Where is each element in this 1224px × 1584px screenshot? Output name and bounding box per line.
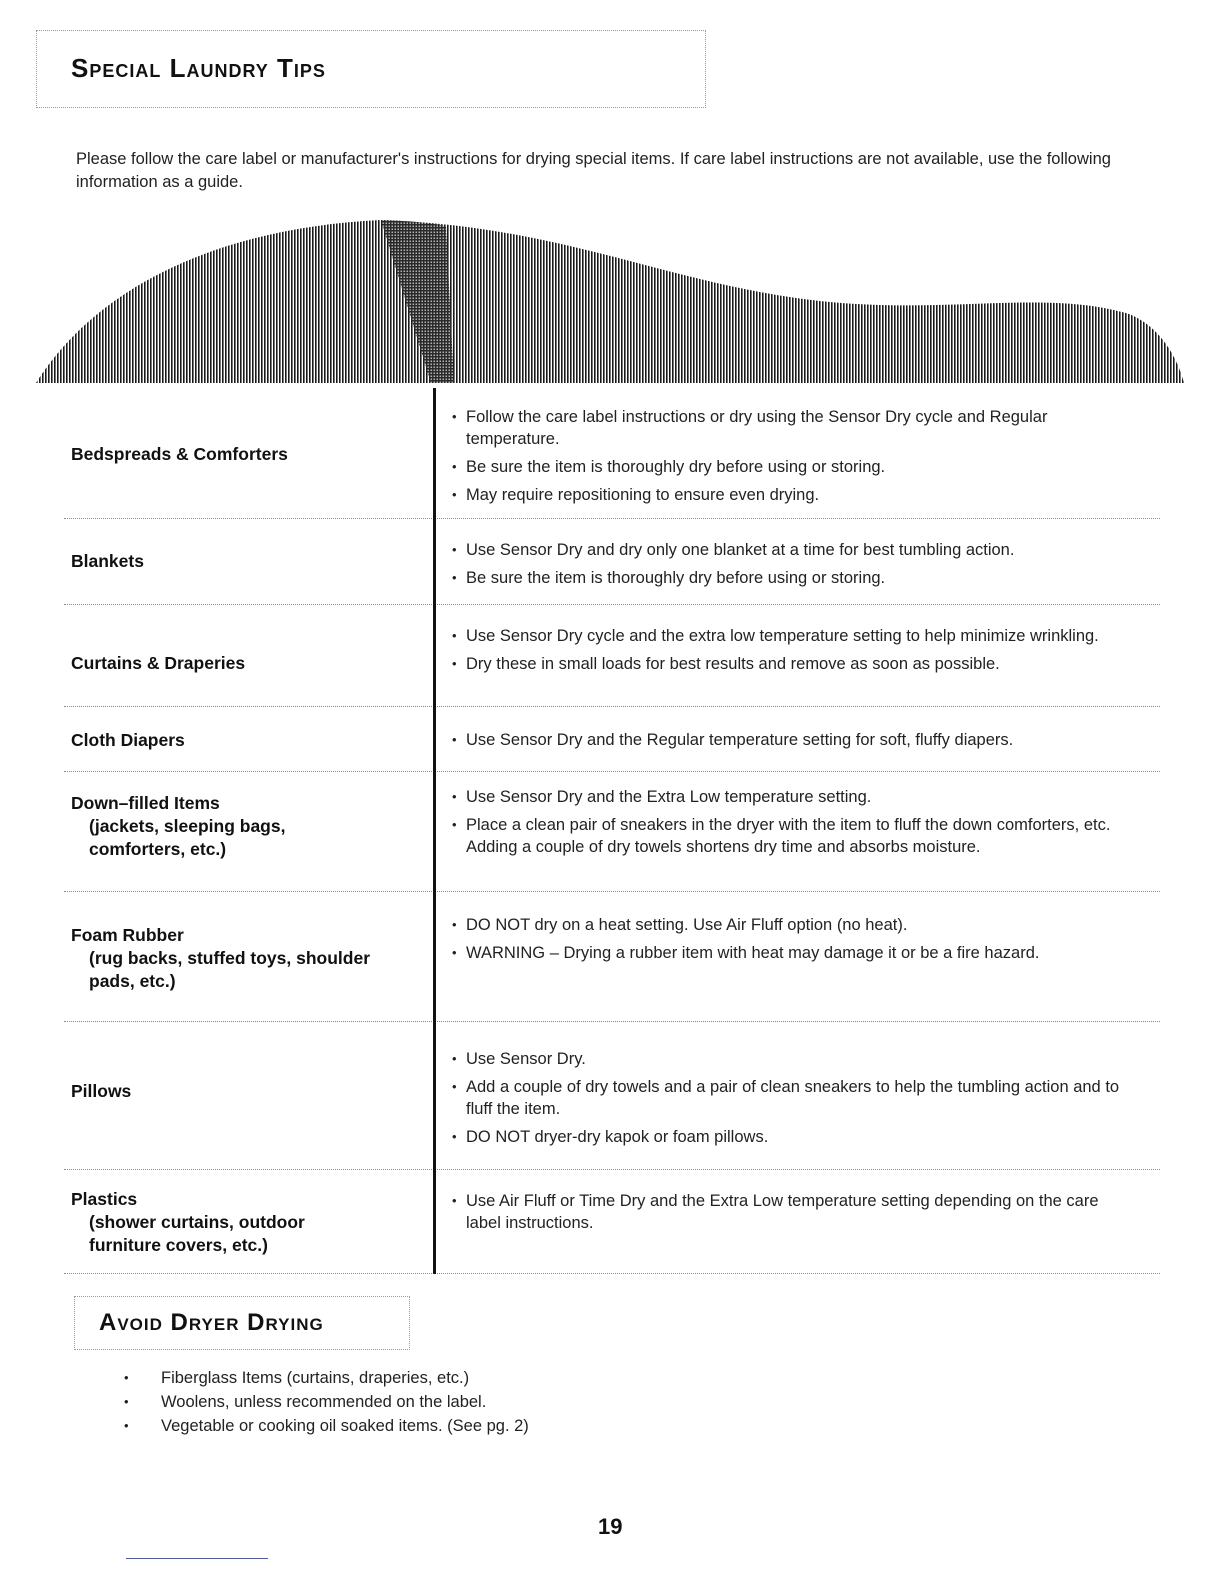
list-item: • DO NOT dryer-dry kapok or foam pillows. (452, 1126, 1122, 1148)
tips-list (452, 1048, 1122, 1154)
item-label: Blankets (71, 551, 144, 571)
list-item: • Use Sensor Dry cycle and the extra low temperature setting to help minimize wrinkling. (452, 625, 1122, 647)
table-row (64, 605, 1160, 707)
table-row (64, 772, 1160, 892)
list-item: • Use Sensor Dry and the Regular temperature setting for soft, fluffy diapers. (452, 729, 1122, 751)
item-label: Foam Rubber (rug backs, stuffed toys, shoulder pads, etc.) (71, 924, 416, 993)
item-label: Bedspreads & Comforters (71, 444, 288, 464)
list-item: • May require repositioning to ensure even drying. (452, 484, 1122, 506)
avoid-title: Avoid Dryer Drying (99, 1309, 324, 1336)
page-title: Special Laundry Tips (71, 53, 326, 83)
tips-list (452, 406, 1122, 512)
column-divider (433, 388, 436, 1274)
title-box (36, 30, 706, 108)
item-label: Cloth Diapers (71, 730, 185, 750)
item-label: Curtains & Draperies (71, 653, 246, 673)
page-number: 19 (598, 1514, 623, 1539)
list-item: • Place a clean pair of sneakers in the dryer with the item to fluff the down comforters, etc. Adding a couple of dry towels shortens dry time and absorbs moisture. (452, 814, 1122, 858)
item-label: Down–filled Items (jackets, sleeping bags, comforters, etc.) (71, 792, 371, 861)
list-item: • Use Sensor Dry and the Extra Low temperature setting. (452, 786, 1122, 808)
list-item: • Woolens, unless recommended on the label. (124, 1390, 529, 1414)
tips-list (452, 729, 1122, 757)
avoid-title-box (74, 1296, 410, 1350)
footer-rule (126, 1558, 268, 1559)
tips-list (452, 625, 1122, 681)
intro-text: Please follow the care label or manufacturer's instructions for drying special items. If care label instructions are not available, use the following information as a guide. (76, 150, 1111, 191)
item-sublabel: (shower curtains, outdoor furniture covers, etc.) (89, 1212, 305, 1255)
tips-list (452, 1190, 1122, 1240)
table-row (64, 1022, 1160, 1170)
table-row (64, 707, 1160, 772)
list-item: • Be sure the item is thoroughly dry before using or storing. (452, 456, 1122, 478)
decorative-wave (36, 218, 1184, 388)
tips-list (452, 539, 1122, 595)
list-item: • Dry these in small loads for best results and remove as soon as possible. (452, 653, 1122, 675)
list-item: • DO NOT dry on a heat setting. Use Air Fluff option (no heat). (452, 914, 1122, 936)
list-item: • Use Sensor Dry. (452, 1048, 1122, 1070)
list-item: • Use Air Fluff or Time Dry and the Extra Low temperature setting depending on the care label instructions. (452, 1190, 1122, 1234)
list-item: • Be sure the item is thoroughly dry before using or storing. (452, 567, 1122, 589)
item-label: Plastics (shower curtains, outdoor furniture covers, etc.) (71, 1188, 371, 1257)
list-item: • Use Sensor Dry and dry only one blanket at a time for best tumbling action. (452, 539, 1122, 561)
table-row (64, 519, 1160, 605)
table-row (64, 1170, 1160, 1274)
list-item: • Follow the care label instructions or dry using the Sensor Dry cycle and Regular temperature. (452, 406, 1122, 450)
tips-list (452, 786, 1122, 864)
table-row (64, 388, 1160, 519)
list-item: • Fiberglass Items (curtains, draperies, etc.) (124, 1366, 529, 1390)
list-item: • Vegetable or cooking oil soaked items. (See pg. 2) (124, 1414, 529, 1438)
list-item: • Add a couple of dry towels and a pair of clean sneakers to help the tumbling action and to fluff the item. (452, 1076, 1122, 1120)
table-row (64, 892, 1160, 1022)
item-sublabel: (jackets, sleeping bags, comforters, etc.) (89, 816, 286, 859)
avoid-list (124, 1366, 529, 1438)
list-item: • WARNING – Drying a rubber item with heat may damage it or be a fire hazard. (452, 942, 1122, 964)
tips-list (452, 914, 1122, 970)
item-label: Pillows (71, 1081, 132, 1101)
item-sublabel: (rug backs, stuffed toys, shoulder pads, etc.) (89, 948, 371, 991)
